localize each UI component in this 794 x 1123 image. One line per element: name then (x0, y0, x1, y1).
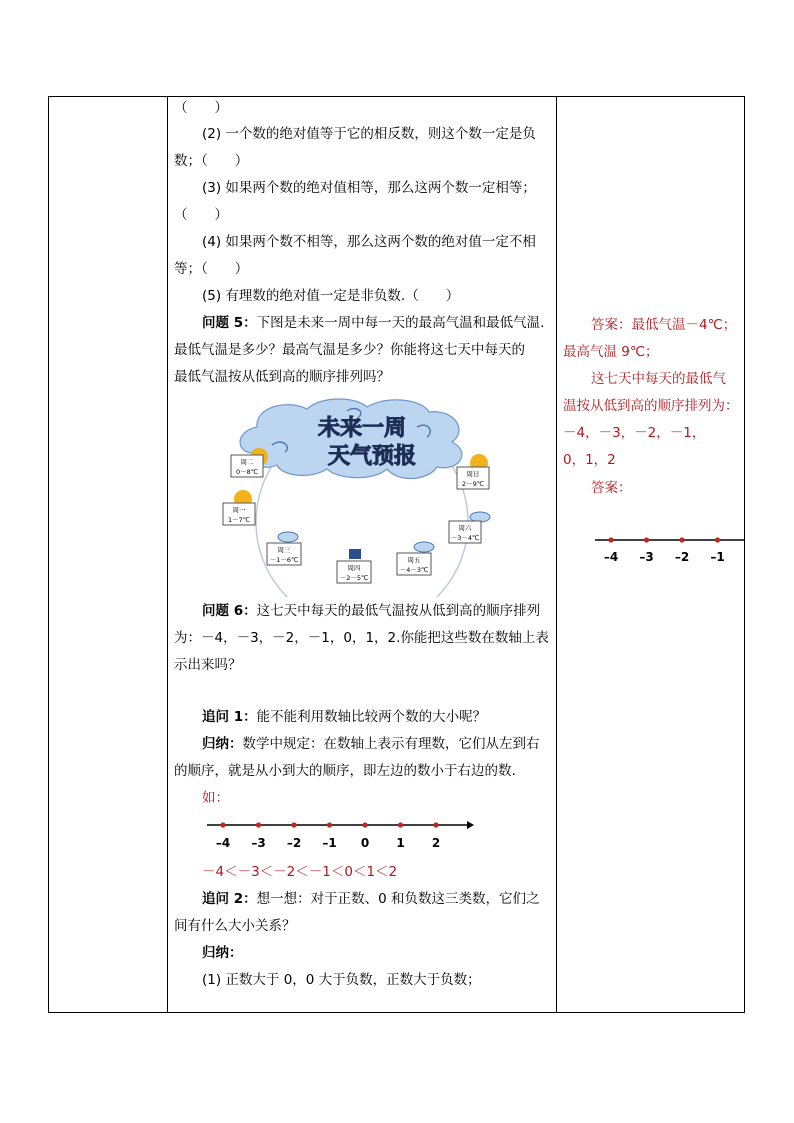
axis-point (220, 822, 225, 827)
summary-2-label: 归纳： (202, 945, 243, 961)
day-name: 周六 (458, 524, 472, 532)
number-line-main (205, 814, 475, 854)
cloud-banner (240, 399, 462, 479)
day-temp: 1－7℃ (227, 516, 251, 524)
summary-1-text: 数学中规定：在数轴上表示有理数，它们从左到右 (242, 736, 540, 752)
day-card-fri (397, 542, 434, 575)
question-5-text: 下图是未来一周中每一天的最高气温和最低气温. (256, 315, 545, 331)
day-card-sun (457, 454, 489, 489)
day-name: 周一 (232, 506, 246, 514)
day-name: 周五 (407, 556, 421, 564)
day-temp: －1－6℃ (269, 556, 299, 564)
answer-order-line3: －4，－3，－2，－1， (563, 425, 706, 441)
lesson-table (48, 96, 745, 1013)
item-5: (5) 有理数的绝对值一定是非负数.（ ） (202, 288, 460, 304)
follow-up-2-label: 追问 2： (202, 891, 257, 907)
summary-1-line1 (202, 735, 540, 753)
answer-2-label: 答案： (591, 480, 632, 496)
axis-tick-label: –3 (251, 836, 266, 850)
item-2-line2: 数；（ ） (174, 153, 249, 169)
day-card-wed (267, 532, 301, 565)
number-line-answer (595, 532, 744, 568)
summary-2-item-1: (1) 正数大于 0，0 大于负数，正数大于负数； (202, 972, 481, 988)
day-card-thu (337, 549, 371, 583)
item-3-line1: (3) 如果两个数的绝对值相等，那么这两个数一定相等； (202, 180, 536, 196)
question-6-text: 这七天中每天的最低气温按从低到高的顺序排列 (256, 603, 541, 619)
axis-point (256, 822, 261, 827)
example-label: 如： (202, 790, 229, 806)
forecast-title-1: 未来一周 (317, 416, 407, 441)
follow-up-1-text: 能不能利用数轴比较两个数的大小呢？ (256, 709, 487, 725)
day-name: 周二 (240, 458, 254, 466)
axis-tick-label: –4 (215, 836, 231, 850)
answer-order-line2: 温按从低到高的顺序排列为： (563, 398, 739, 414)
answer-max-temp: 最高气温 9℃； (563, 344, 659, 360)
cloud-icon (414, 542, 434, 552)
axis-tick-label: 2 (431, 836, 441, 850)
answer-axis-tick-label: –4 (603, 550, 619, 564)
day-name: 周三 (277, 546, 291, 554)
day-name: 周日 (466, 470, 480, 478)
axis-point (433, 822, 438, 827)
weather-forecast-figure (197, 397, 527, 597)
day-card-mon (223, 490, 255, 525)
axis-tick-label: –1 (322, 836, 337, 850)
answer-axis-point (644, 537, 649, 542)
question-5-line1 (202, 314, 544, 332)
axis-point (291, 822, 296, 827)
day-card-sat (449, 512, 490, 543)
question-6-line2: 为：－4，－3，－2，－1，0，1，2.你能把这些数在数轴上表 (174, 630, 549, 646)
answer-axis-tick-label: –1 (710, 550, 725, 564)
answer-order-line4: 0，1，2 (563, 452, 616, 468)
question-6-label: 问题 6： (202, 603, 257, 619)
question-6-line1 (202, 602, 540, 620)
cloud-icon (278, 532, 298, 542)
axis-point (327, 822, 332, 827)
axis-point (398, 822, 403, 827)
question-5-line3: 最低气温按从低到高的顺序排列吗？ (174, 369, 390, 385)
axis-tick-label: 1 (396, 836, 405, 850)
question-6-line3: 示出来吗？ (174, 657, 242, 673)
answer-column (557, 97, 744, 1012)
question-5-label: 问题 5： (202, 315, 257, 331)
follow-up-2-line1 (202, 890, 539, 908)
item-3-line2: （ ） (174, 207, 228, 223)
answer-min-temp: 答案：最低气温－4℃； (591, 317, 737, 333)
blank-paren: （ ） (174, 100, 228, 116)
day-name: 周四 (347, 564, 361, 572)
axis-point (362, 822, 367, 827)
day-temp: 2－9℃ (461, 480, 485, 488)
day-temp: －3－4℃ (450, 534, 480, 542)
answer-axis-point (715, 537, 720, 542)
day-temp: －2－5℃ (339, 574, 369, 582)
forecast-title-2: 天气预报 (327, 444, 417, 469)
item-2-line1: (2) 一个数的绝对值等于它的相反数，则这个数一定是负 (202, 126, 536, 142)
item-4-line1: (4) 如果两个数不相等，那么这两个数的绝对值一定不相 (202, 234, 536, 250)
follow-up-2-text: 想一想：对于正数、0 和负数这三类数，它们之 (256, 891, 540, 907)
answer-axis-tick-label: –3 (639, 550, 654, 564)
inequality-chain: －4＜－3＜－2＜－1＜0＜1＜2 (202, 864, 398, 880)
answer-axis-point (679, 537, 684, 542)
answer-order-line1: 这七天中每天的最低气 (591, 371, 726, 387)
axis-tick-label: 0 (360, 836, 370, 850)
summary-1-label: 归纳： (202, 736, 243, 752)
summary-1-line2: 的顺序，就是从小到大的顺序，即左边的数小于右边的数. (174, 763, 516, 779)
follow-up-1 (202, 708, 486, 726)
day-temp: 0－8℃ (235, 468, 259, 476)
axis-tick-label: –2 (286, 836, 302, 850)
follow-up-1-label: 追问 1： (202, 709, 257, 725)
answer-axis-tick-label: –2 (674, 550, 690, 564)
main-column (167, 97, 555, 1012)
snow-icon (349, 549, 361, 559)
question-5-line2: 最低气温是多少？最高气温是多少？你能将这七天中每天的 (174, 342, 525, 358)
day-temp: －4－3℃ (399, 566, 429, 574)
item-4-line2: 等；（ ） (174, 261, 249, 277)
follow-up-2-line2: 间有什么大小关系？ (174, 918, 296, 934)
answer-axis-point (608, 537, 613, 542)
